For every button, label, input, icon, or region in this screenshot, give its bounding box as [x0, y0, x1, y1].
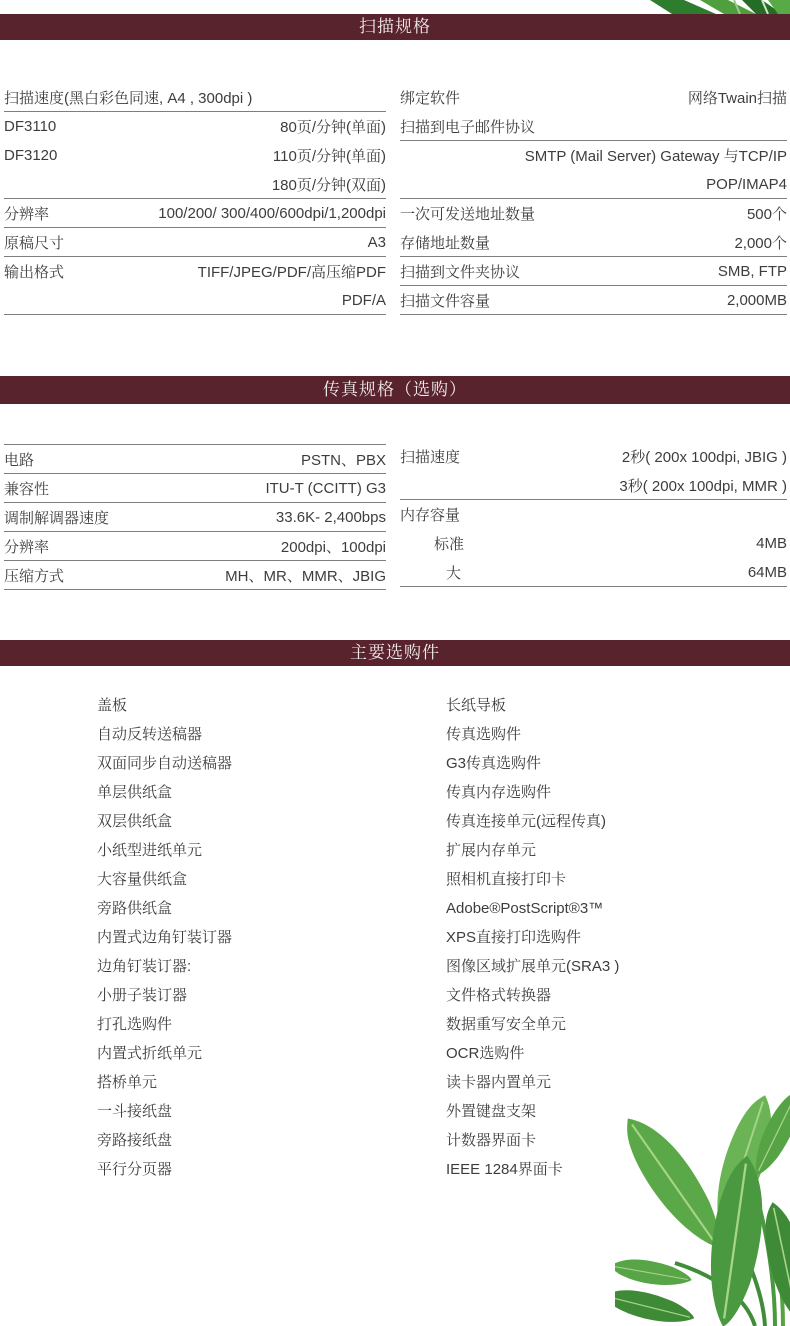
spec-label: 分辨率 — [4, 205, 50, 223]
plant-leaves-icon — [615, 1091, 790, 1326]
spec-row — [400, 529, 787, 558]
spec-value: 2秒( 200x 100dpi, JBIG ) — [621, 449, 787, 466]
spec-row — [4, 445, 386, 474]
option-item: Adobe®PostScript®3™ — [446, 900, 604, 917]
option-item: 双层供纸盒 — [97, 813, 173, 830]
spec-value: A3 — [367, 233, 386, 251]
spec-row — [400, 170, 787, 199]
option-item: 照相机直接打印卡 — [446, 871, 567, 888]
spec-row — [400, 112, 787, 141]
spec-row — [4, 532, 386, 561]
spec-value: 200dpi、100dpi — [280, 538, 386, 556]
option-item: 旁路接纸盘 — [97, 1132, 173, 1149]
option-item: 单层供纸盒 — [97, 784, 173, 801]
spec-row — [4, 141, 386, 170]
spec-value: 80页/分钟(单面) — [280, 119, 386, 136]
option-item: 计数器界面卡 — [446, 1132, 537, 1149]
spec-label: DF3120 — [4, 147, 58, 164]
scan-specs-left-table — [4, 83, 386, 315]
spec-row — [400, 471, 787, 500]
spec-label: 原稿尺寸 — [4, 234, 65, 252]
spec-label: 扫描速度 — [400, 449, 461, 466]
spec-value: 110页/分钟(单面) — [272, 148, 386, 165]
option-item: 传真选购件 — [446, 726, 522, 743]
spec-label: 输出格式 — [4, 264, 65, 281]
spec-row — [4, 561, 386, 590]
section-header-fax: 传真规格（选购） — [0, 376, 790, 404]
spec-label: 存储地址数量 — [400, 234, 491, 252]
option-item: 外置键盘支架 — [446, 1103, 537, 1120]
spec-row — [4, 83, 386, 112]
spec-value: 4MB — [756, 535, 787, 552]
option-item: OCR选购件 — [446, 1045, 525, 1062]
spec-value: SMTP (Mail Server) Gateway 与TCP/IP — [524, 148, 787, 165]
option-item: 读卡器内置单元 — [446, 1074, 552, 1091]
spec-row — [400, 228, 787, 257]
spec-value: POP/IMAP4 — [706, 175, 787, 193]
spec-value: PSTN、PBX — [300, 451, 386, 469]
spec-label: 大 — [446, 564, 462, 582]
spec-label: DF3110 — [4, 118, 57, 135]
spec-value: 500个 — [746, 206, 787, 223]
spec-row — [400, 141, 787, 170]
spec-row — [4, 257, 386, 286]
section-header-scan: 扫描规格 — [0, 14, 790, 40]
spec-row — [4, 503, 386, 532]
spec-value: PDF/A — [341, 291, 386, 309]
option-item: 内置式边角钉装订器 — [97, 929, 233, 946]
spec-row — [4, 474, 386, 503]
option-item: 自动反转送稿器 — [97, 726, 203, 743]
option-item: 传真连接单元(远程传真) — [446, 813, 606, 830]
section-header-options: 主要选购件 — [0, 640, 790, 666]
spec-label: 调制解调器速度 — [4, 509, 110, 527]
leaf-cluster-icon — [650, 0, 790, 14]
spec-label: 内存容量 — [400, 507, 461, 524]
spec-value: 100/200/ 300/400/600dpi/1,200dpi — [158, 204, 386, 222]
spec-value: 180页/分钟(双面) — [271, 176, 386, 194]
spec-row — [400, 558, 787, 587]
spec-row — [4, 112, 386, 141]
fax-specs-left-table — [4, 444, 386, 590]
option-item: 打孔选购件 — [97, 1016, 173, 1033]
spec-row — [4, 286, 386, 315]
option-item: 小纸型进纸单元 — [97, 842, 203, 859]
spec-value: 2,000MB — [726, 291, 787, 309]
spec-row — [400, 442, 787, 471]
spec-label: 电路 — [4, 451, 35, 469]
spec-label: 标准 — [434, 536, 465, 553]
option-item: G3传真选购件 — [446, 755, 542, 772]
spec-label: 扫描文件容量 — [400, 292, 491, 310]
spec-row — [400, 199, 787, 228]
option-item: IEEE 1284界面卡 — [446, 1161, 563, 1178]
spec-label: 扫描到文件夹协议 — [400, 263, 521, 281]
spec-value: 64MB — [747, 563, 787, 581]
spec-label: 压缩方式 — [4, 567, 65, 585]
option-item: 文件格式转换器 — [446, 987, 552, 1004]
option-item: 内置式折纸单元 — [97, 1045, 203, 1062]
spec-label: 扫描到电子邮件协议 — [400, 118, 536, 136]
option-item: 图像区域扩展单元(SRA3 ) — [446, 958, 620, 975]
spec-row — [4, 170, 386, 199]
spec-value: 2,000个 — [734, 234, 787, 252]
spec-row — [400, 83, 787, 112]
spec-row — [4, 228, 386, 257]
option-item: 平行分页器 — [97, 1161, 173, 1178]
option-item: 大容量供纸盒 — [97, 871, 188, 888]
spec-label: 分辨率 — [4, 538, 50, 556]
spec-row — [400, 286, 787, 315]
option-item: 一斗接纸盘 — [97, 1103, 173, 1120]
spec-value: TIFF/JPEG/PDF/高压缩PDF — [197, 264, 386, 281]
scan-specs-right-table — [400, 83, 787, 315]
spec-value: 33.6K- 2,400bps — [275, 508, 386, 526]
option-item: 长纸导板 — [446, 697, 507, 714]
spec-value: MH、MR、MMR、JBIG — [225, 567, 386, 585]
spec-row — [400, 257, 787, 286]
option-item: 盖板 — [97, 697, 128, 714]
spec-row — [4, 199, 386, 228]
spec-label: 一次可发送地址数量 — [400, 206, 536, 223]
option-item: 旁路供纸盒 — [97, 900, 173, 917]
option-item: 双面同步自动送稿器 — [97, 755, 233, 772]
option-item: XPS直接打印选购件 — [446, 929, 582, 946]
options-list-left — [97, 691, 232, 1184]
spec-label: 绑定软件 — [400, 90, 461, 107]
spec-value: SMB, FTP — [717, 262, 787, 280]
spec-label: 兼容性 — [4, 480, 50, 498]
spec-value: 3秒( 200x 100dpi, MMR ) — [619, 477, 787, 495]
option-item: 小册子装订器 — [97, 987, 188, 1004]
option-item: 数据重写安全单元 — [446, 1016, 567, 1033]
option-item: 扩展内存单元 — [446, 842, 537, 859]
spec-label: 扫描速度(黑白彩色同速, A4 , 300dpi ) — [4, 89, 253, 107]
spec-row — [400, 500, 787, 529]
fax-specs-right-table — [400, 442, 787, 587]
spec-value: ITU-T (CCITT) G3 — [265, 479, 386, 497]
option-item: 搭桥单元 — [97, 1074, 158, 1091]
option-item: 传真内存选购件 — [446, 784, 552, 801]
options-list-right — [446, 691, 619, 1184]
option-item: 边角钉装订器: — [97, 958, 192, 975]
spec-value: 网络Twain扫描 — [687, 90, 787, 107]
